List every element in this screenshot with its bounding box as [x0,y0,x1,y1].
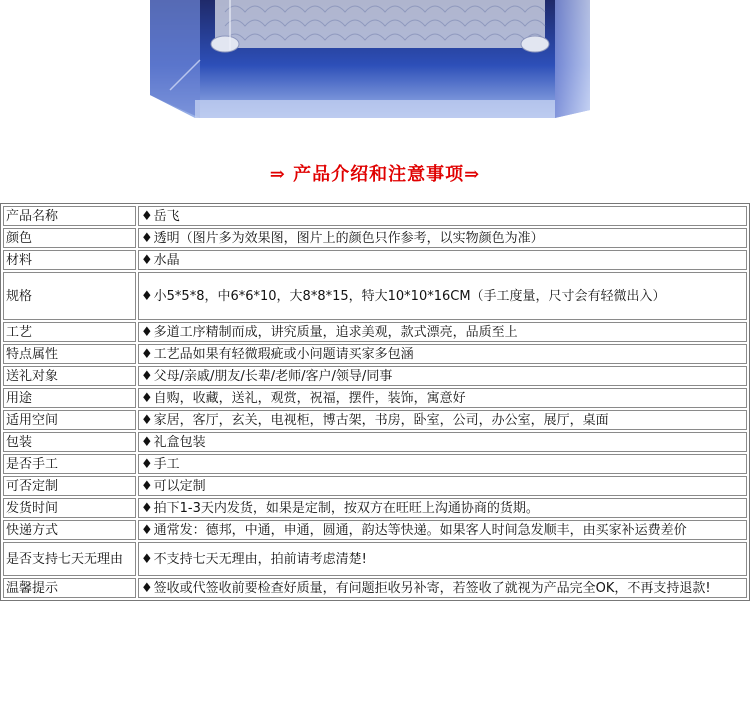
spec-row [3,454,747,474]
spec-value: 多道工序精制而成，讲究质量，追求美观，款式漂亮，品质至上 [153,324,518,340]
diamond-bullet-icon: ♦ [141,324,153,340]
spec-value-cell [138,498,747,518]
spec-value-cell [138,454,747,474]
spec-value-cell [138,542,747,576]
spec-key: 送礼对象 [3,366,136,386]
diamond-bullet-icon: ♦ [141,456,153,472]
spec-value: 签收或代签收前要检查好质量，有问题拒收另补寄，若签收了就视为产品完全OK，不再支持退款! [153,580,711,596]
product-spec-table [0,203,750,601]
diamond-bullet-icon: ♦ [141,252,153,268]
spec-row [3,476,747,496]
diamond-bullet-icon: ♦ [141,580,153,596]
spec-value: 通常发：德邦，中通，申通，圆通，韵达等快递。如果客人时间急发顺丰，由买家补运费差价 [153,522,687,538]
diamond-bullet-icon: ♦ [141,368,153,384]
spec-value: 礼盒包装 [153,434,206,450]
spec-key: 可否定制 [3,476,136,496]
spec-key: 发货时间 [3,498,136,518]
spec-key: 是否手工 [3,454,136,474]
spec-value-cell [138,322,747,342]
spec-value: 小5*5*8，中6*6*10，大8*8*15，特大10*10*16CM（手工度量，尺寸会有轻微出入） [153,288,666,304]
diamond-bullet-icon: ♦ [141,346,153,362]
spec-key: 产品名称 [3,206,136,226]
spec-value-cell [138,520,747,540]
spec-value: 透明（图片多为效果图，图片上的颜色只作参考，以实物颜色为准） [153,230,544,246]
crystal-block-image [0,0,750,135]
spec-value: 手工 [153,456,180,472]
spec-row [3,542,747,576]
spec-value-cell [138,388,747,408]
spec-key: 特点属性 [3,344,136,364]
spec-row [3,228,747,248]
spec-key: 颜色 [3,228,136,248]
product-photo [0,0,750,135]
spec-value-cell [138,344,747,364]
spec-value: 可以定制 [153,478,206,494]
spec-row [3,410,747,430]
spec-value: 岳飞 [153,208,180,224]
spec-value: 自购，收藏，送礼，观赏，祝福，摆件，装饰，寓意好 [153,390,466,406]
spec-value-cell [138,250,747,270]
spec-row [3,498,747,518]
spec-row [3,250,747,270]
diamond-bullet-icon: ♦ [141,434,153,450]
spec-key: 包装 [3,432,136,452]
diamond-bullet-icon: ♦ [141,412,153,428]
spec-value-cell [138,228,747,248]
spec-row [3,272,747,320]
spec-key: 材料 [3,250,136,270]
spec-row [3,388,747,408]
spec-row [3,366,747,386]
spec-value: 工艺品如果有轻微瑕疵或小问题请买家多包涵 [153,346,414,362]
spec-value: 水晶 [153,252,180,268]
spec-value: 拍下1-3天内发货，如果是定制，按双方在旺旺上沟通协商的货期。 [153,500,539,516]
diamond-bullet-icon: ♦ [141,390,153,406]
spec-key: 是否支持七天无理由 [3,542,136,576]
diamond-bullet-icon: ♦ [141,500,153,516]
spec-row [3,322,747,342]
diamond-bullet-icon: ♦ [141,551,153,567]
spec-key: 快递方式 [3,520,136,540]
spec-row [3,520,747,540]
section-heading: ⇒ 产品介绍和注意事项⇒ [269,164,481,185]
spec-key: 适用空间 [3,410,136,430]
spec-value-cell [138,476,747,496]
spec-value-cell [138,206,747,226]
spec-row [3,344,747,364]
diamond-bullet-icon: ♦ [141,522,153,538]
spec-key: 温馨提示 [3,578,136,598]
spec-value-cell [138,272,747,320]
spec-key: 规格 [3,272,136,320]
diamond-bullet-icon: ♦ [141,208,153,224]
diamond-bullet-icon: ♦ [141,230,153,246]
diamond-bullet-icon: ♦ [141,288,153,304]
spec-value-cell [138,410,747,430]
spec-row [3,578,747,598]
diamond-bullet-icon: ♦ [141,478,153,494]
spec-value: 不支持七天无理由，拍前请考虑清楚! [153,551,367,567]
spec-value: 父母/亲戚/朋友/长辈/老师/客户/领导/同事 [153,368,393,384]
spec-value-cell [138,578,747,598]
spec-value-cell [138,432,747,452]
spec-key: 用途 [3,388,136,408]
spec-value-cell [138,366,747,386]
spec-value: 家居，客厅，玄关，电视柜，博古架，书房，卧室，公司，办公室，展厅，桌面 [153,412,609,428]
spec-key: 工艺 [3,322,136,342]
spec-row [3,206,747,226]
spec-row [3,432,747,452]
